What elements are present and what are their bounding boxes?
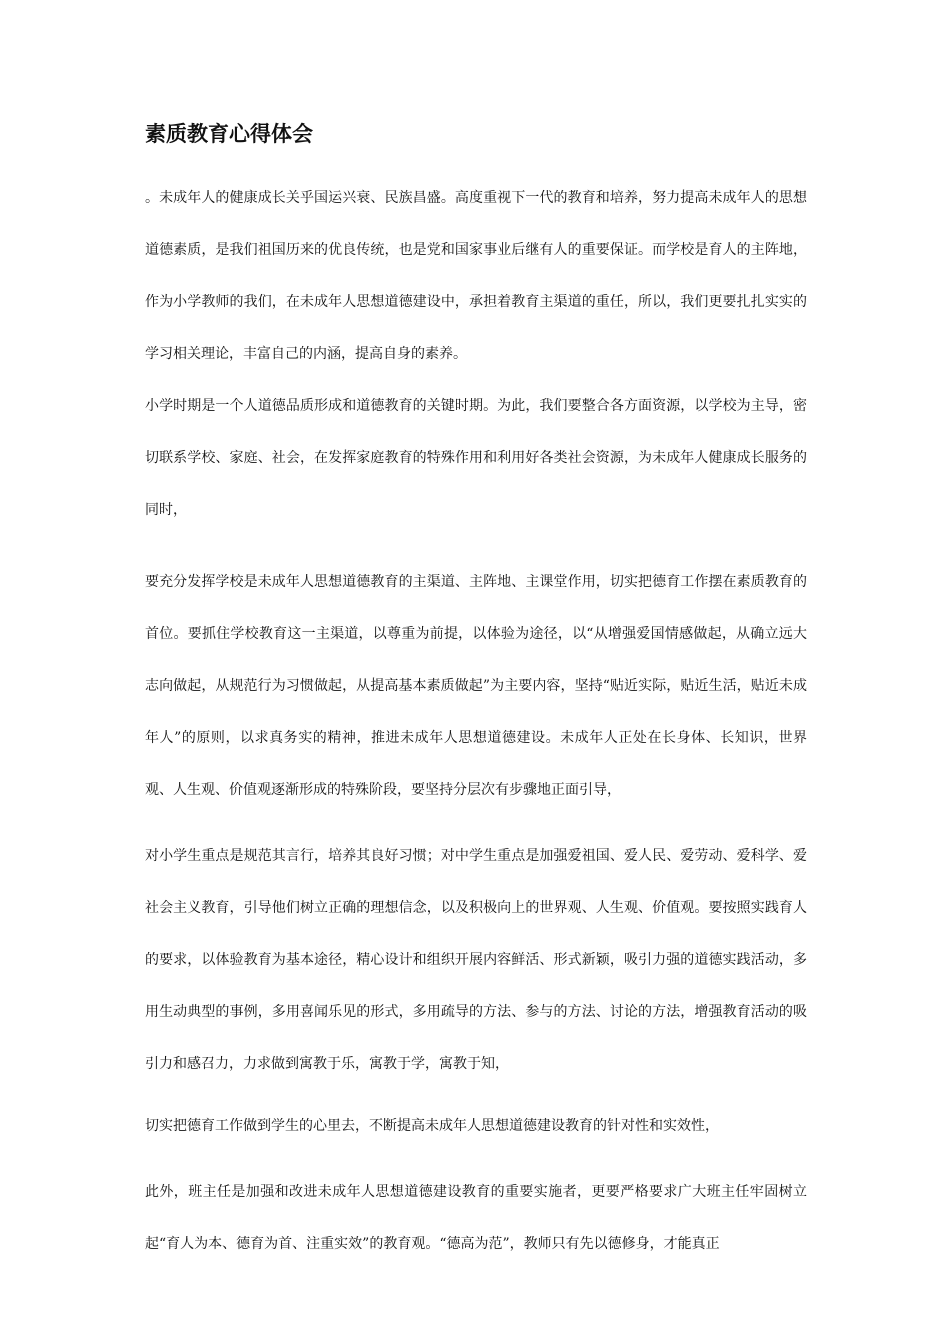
document-body [145, 118, 807, 1270]
paragraph-6: 此外，班主任是加强和改进未成年人思想道德建设教育的重要实施者，更要严格要求广大班主任牢固树立起“育人为本、德育为首、注重实效”的教育观。“德高为范”，教师只有先以德修身，才能真正 [145, 1184, 807, 1252]
paragraph-2: 小学时期是一个人道德品质形成和道德教育的关键时期。为此，我们要整合各方面资源，以学校为主导，密切联系学校、家庭、社会，在发挥家庭教育的特殊作用和利用好各类社会资源，为未成年人健康成长服务的同时， [145, 398, 807, 518]
paragraph-5: 切实把德育工作做到学生的心里去，不断提高未成年人思想道德建设教育的针对性和实效性， [145, 1118, 719, 1134]
document-title: 素质教育心得体会 [145, 122, 313, 146]
paragraph-4: 对小学生重点是规范其言行，培养其良好习惯；对中学生重点是加强爱祖国、爱人民、爱劳动、爱科学、爱社会主义教育，引导他们树立正确的理想信念，以及积极向上的世界观、人生观、价值观。要按照实践育人的要求，以体验教育为基本途径，精心设计和组织开展内容鲜活、形式新颖，吸引力强的道德实践活动，多用生动典型的事例，多用喜闻乐见的形式，多用疏导的方法、参与的方法、讨论的方法，增强教育活动的吸引力和感召力，力求做到寓教于乐，寓教于学，寓教于知， [145, 848, 807, 1072]
paragraph-1: 。未成年人的健康成长关乎国运兴衰、民族昌盛。高度重视下一代的教育和培养，努力提高未成年人的思想道德素质，是我们祖国历来的优良传统，也是党和国家事业后继有人的重要保证。而学校是育人的主阵地，作为小学教师的我们，在未成年人思想道德建设中，承担着教育主渠道的重任，所以，我们更要扎扎实实的学习相关理论，丰富自己的内涵，提高自身的素养。 [145, 190, 807, 362]
paragraph-3: 要充分发挥学校是未成年人思想道德教育的主渠道、主阵地、主课堂作用，切实把德育工作摆在素质教育的首位。要抓住学校教育这一主渠道，以尊重为前提，以体验为途径，以“从增强爱国情感做起，从确立远大志向做起，从规范行为习惯做起，从提高基本素质做起”为主要内容，坚持“贴近实际，贴近生活，贴近未成年人”的原则，以求真务实的精神，推进未成年人思想道德建设。未成年人正处在长身体、长知识，世界观、人生观、价值观逐渐形成的特殊阶段，要坚持分层次有步骤地正面引导， [145, 574, 807, 798]
